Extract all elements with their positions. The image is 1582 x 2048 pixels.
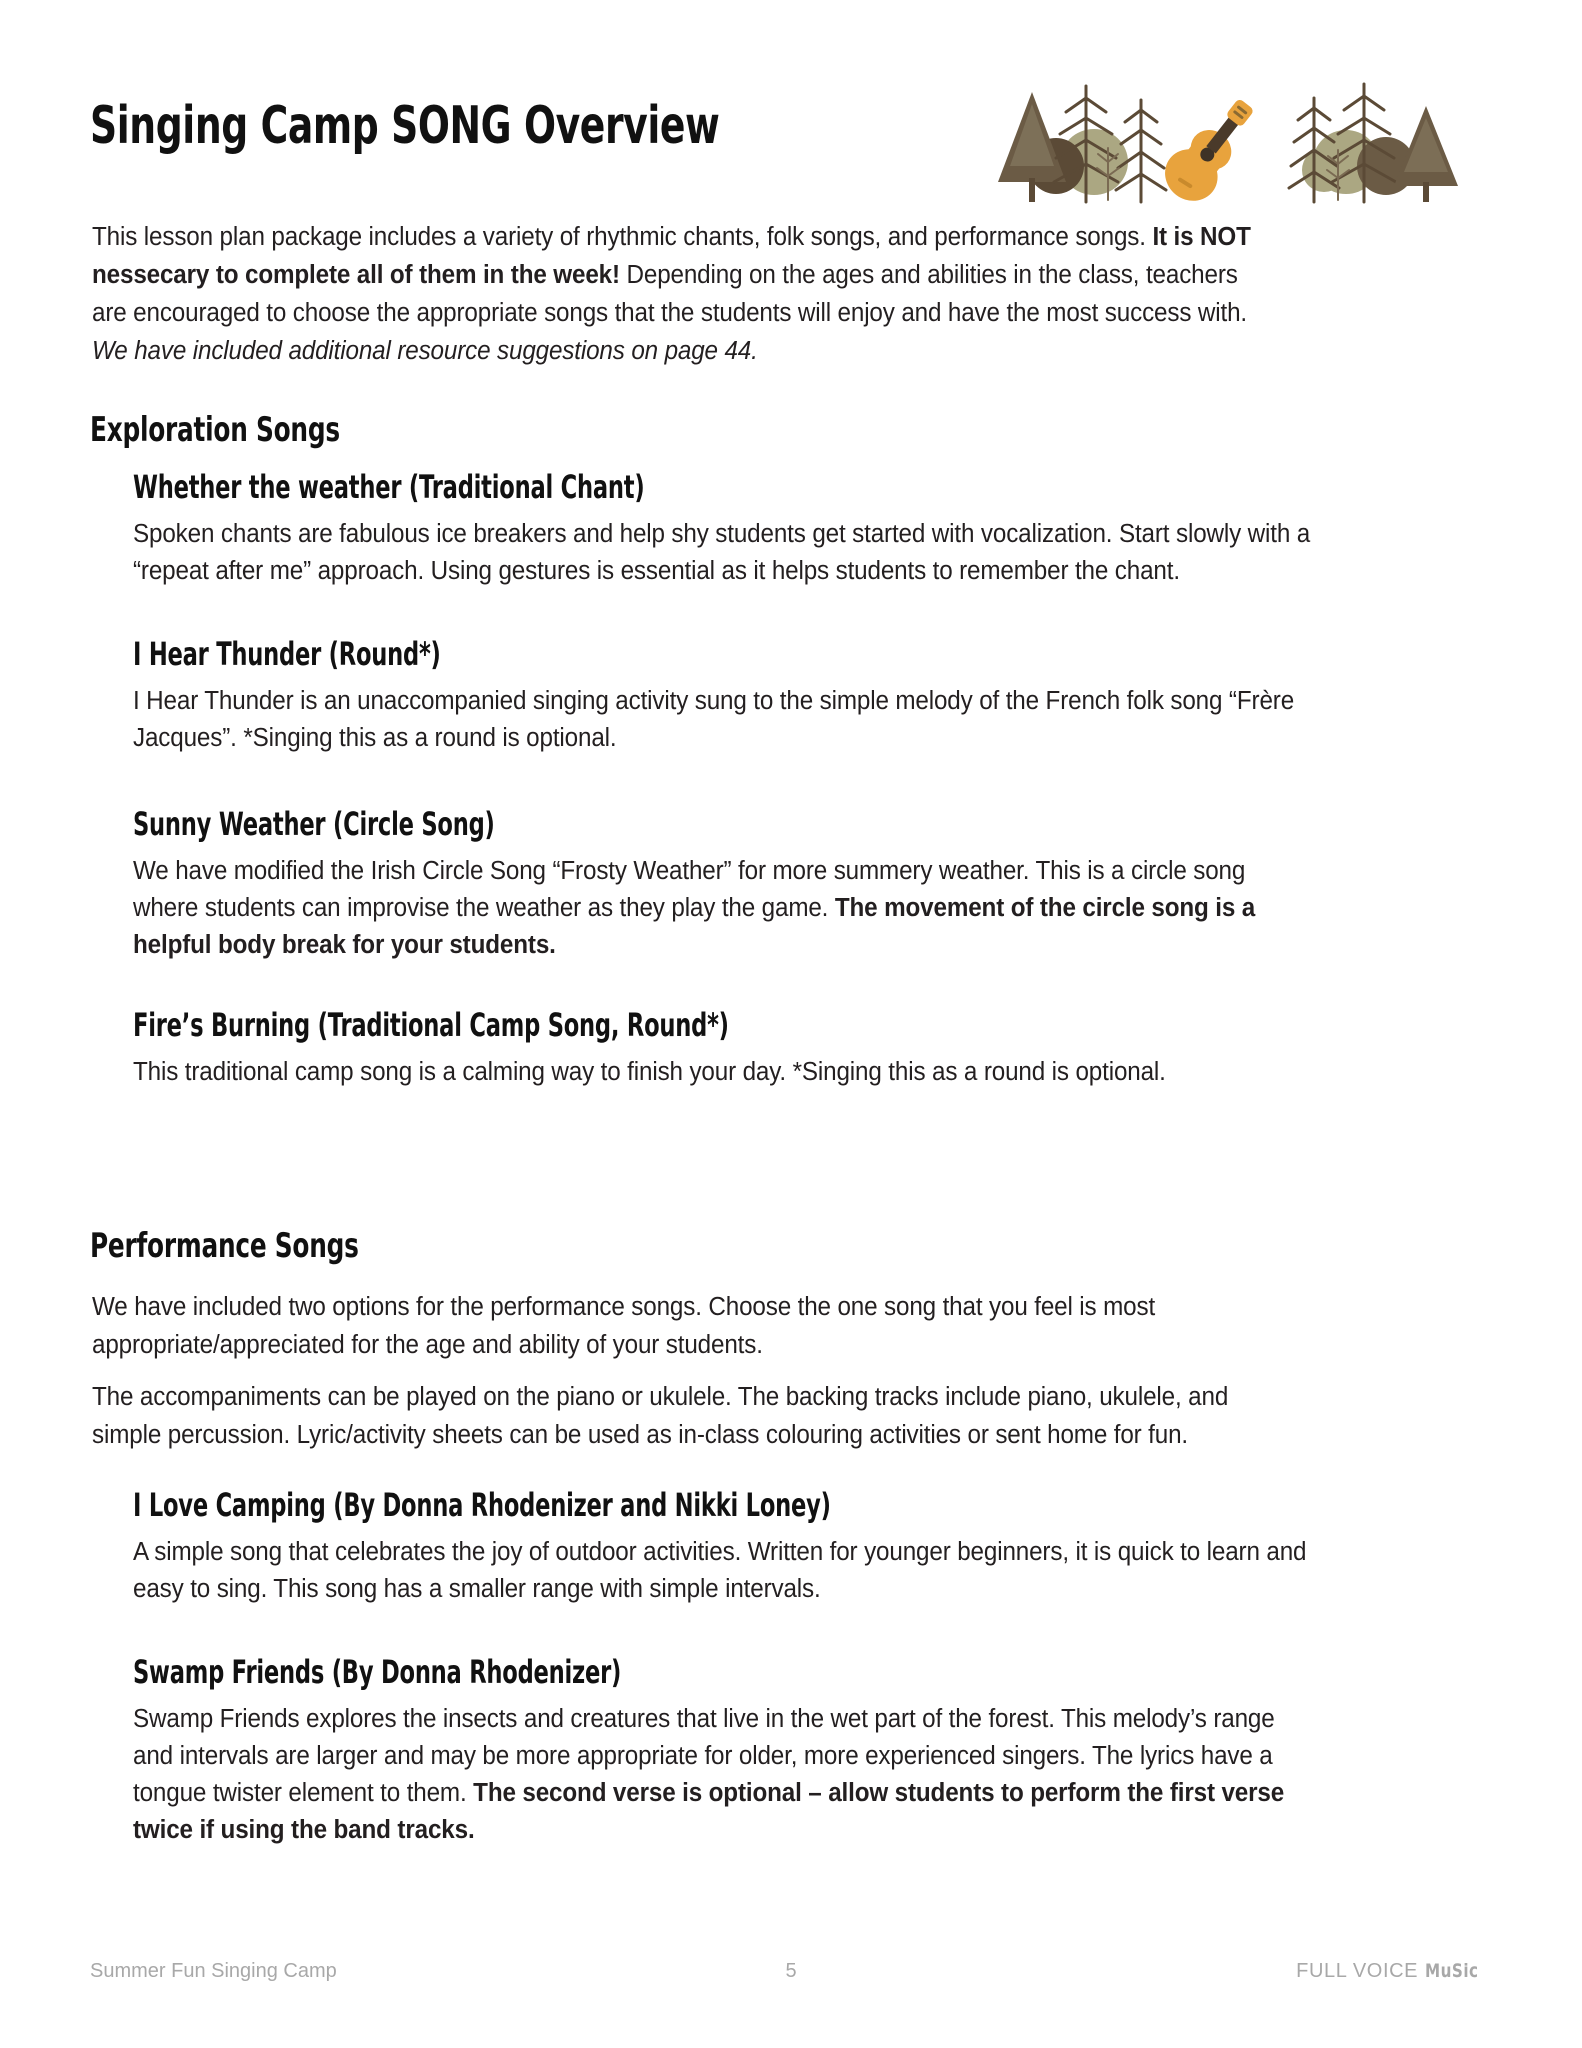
footer-brand (1296, 1960, 1492, 1983)
song-entry (133, 470, 1313, 590)
intro-text-bold: It is NOT nessecary to complete all of them in the week! (92, 223, 1251, 289)
song-description-part1: Swamp Friends explores the insects and creatures that live in the wet part of the forest. This melody’s range and intervals are larger and may be more appropriate for older, more experienced singers. The lyrics have a tongue twister element to them. (133, 1705, 1275, 1807)
intro-text-part1: This lesson plan package includes a variety of rhythmic chants, folk songs, and performance songs. (92, 223, 1153, 251)
page-header (90, 70, 1492, 210)
intro-text-part2: Depending on the ages and abilities in the class, teachers are encouraged to choose the appropriate songs that the students will enjoy and have the most success with. (92, 261, 1248, 327)
song-title: Sunny Weather (Circle Song) (133, 805, 495, 843)
footer-brand-suffix: MuSic (1425, 1960, 1479, 1982)
song-description: Spoken chants are fabulous ice breakers and help shy students get started with vocalization. Start slowly with a “repeat after me” approach. Using gestures is essential as it helps students to remember the chant. (133, 520, 1311, 585)
song-title: Swamp Friends (By Donna Rhodenizer) (133, 1653, 622, 1691)
song-description-bold: The second verse is optional – allow students to perform the first verse twice if using the band tracks. (133, 1779, 1285, 1844)
song-description (133, 1701, 1311, 1849)
song-title: Whether the weather (Traditional Chant) (133, 468, 645, 506)
song-entry (133, 1655, 1313, 1849)
performance-intro (92, 1288, 1270, 1454)
song-description: This traditional camp song is a calming way to finish your day. *Singing this as a round is optional. (133, 1058, 1166, 1086)
song-description: I Hear Thunder is an unaccompanied singing activity sung to the simple melody of the French folk song “Frère Jacques”. *Singing this as a round is optional. (133, 687, 1295, 752)
song-title: I Love Camping (By Donna Rhodenizer and Nikki Loney) (133, 1486, 831, 1524)
song-title: Fire’s Burning (Traditional Camp Song, Round*) (133, 1006, 729, 1044)
song-entry (133, 637, 1313, 757)
song-entry (133, 1008, 1313, 1091)
song-description-bold: The movement of the circle song is a helpful body break for your students. (133, 894, 1256, 959)
page-footer (90, 1960, 1492, 1990)
footer-document-name: Summer Fun Singing Camp (90, 1960, 337, 1982)
performance-intro-paragraph-2: The accompaniments can be played on the piano or ukulele. The backing tracks include piano, ukulele, and simple percussion. Lyric/activity sheets can be used as in-class colouring activities or sent home for fun. (92, 1383, 1229, 1449)
left-trees-icon (998, 86, 1166, 202)
song-entry (133, 807, 1313, 964)
song-description-part1: We have modified the Irish Circle Song “Frosty Weather” for more summery weather. This is a circle song where students can improvise the weather as they play the game. (133, 857, 1246, 922)
header-illustration (994, 70, 1464, 210)
song-title: I Hear Thunder (Round*) (133, 635, 441, 673)
section-heading-exploration: Exploration Songs (90, 410, 340, 450)
page-title: Singing Camp SONG Overview (90, 94, 720, 156)
footer-brand-name: FULL VOICE (1296, 1960, 1419, 1982)
performance-intro-paragraph-1: We have included two options for the performance songs. Choose the one song that you feel is most appropriate/appreciated for the age and ability of your students. (92, 1293, 1156, 1359)
intro-paragraph (92, 218, 1251, 370)
section-heading-performance: Performance Songs (90, 1226, 359, 1266)
song-entry (133, 1488, 1313, 1608)
right-trees-icon (1289, 84, 1458, 202)
song-description (133, 853, 1311, 964)
intro-text-italic: We have included additional resource suggestions on page 44. (92, 337, 758, 365)
song-description: A simple song that celebrates the joy of outdoor activities. Written for younger beginners, it is quick to learn and easy to sing. This song has a smaller range with simple intervals. (133, 1538, 1307, 1603)
footer-page-number: 5 (785, 1960, 797, 1982)
guitar-icon (1155, 87, 1268, 210)
